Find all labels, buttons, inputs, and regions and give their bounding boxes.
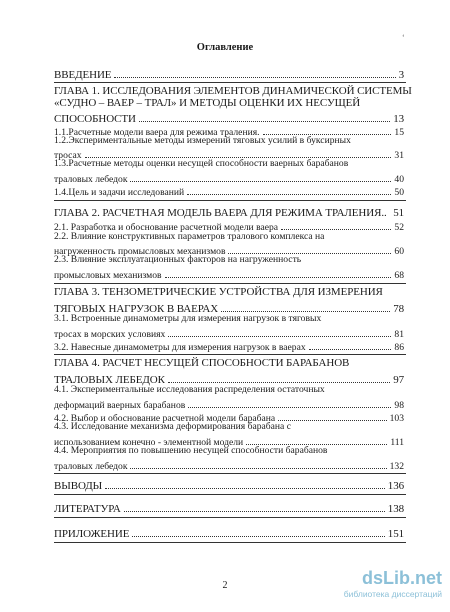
toc-entry-intro[interactable]: ВВЕДЕНИЕ 3 (54, 66, 404, 81)
watermark-logo[interactable] (330, 568, 442, 602)
leader-dots (130, 170, 391, 182)
leader-dots (278, 409, 386, 421)
leader-dots (221, 300, 390, 312)
toc-chapter-3[interactable]: ТЯГОВЫХ НАГРУЗОК В ВАЕРАХ 78 (54, 300, 404, 315)
toc-entry-appendix[interactable]: ПРИЛОЖЕНИЕ 151 (54, 525, 404, 540)
toc-title: Оглавление (196, 42, 254, 53)
toc-section-1-3[interactable]: траловых лебедок 40 (54, 170, 404, 185)
leader-dots (309, 338, 392, 350)
watermark-brand: dsLib.net (362, 568, 442, 588)
toc-section-1-1[interactable]: 1.1.Расчетные модели ваера для режима траления. 15 (54, 123, 404, 138)
toc-section-1-3-line-1[interactable]: 1.3.Расчетные методы оценки несущей способности ваерных барабанов (54, 158, 349, 169)
page-number: 2 (222, 580, 228, 591)
toc-section-4-4-line-1[interactable]: 4.4. Мероприятия по повышению несущей способности барабанов (54, 445, 328, 456)
toc-entry-literature[interactable]: ЛИТЕРАТУРА 138 (54, 500, 404, 515)
leader-dots (168, 371, 390, 383)
toc-section-2-2[interactable]: нагруженность промысловых механизмов 60 (54, 242, 404, 257)
toc-section-4-2[interactable]: 4.2. Выбор и обоснование расчетной модели барабана 103 (54, 409, 404, 424)
toc-entry-conclusions[interactable]: ВЫВОДЫ 136 (54, 477, 404, 492)
leader-dots (263, 123, 392, 135)
divider (54, 517, 406, 518)
leader-dots (281, 218, 391, 230)
leader-dots (228, 242, 391, 254)
leader-dots (168, 325, 391, 337)
leader-dots (85, 146, 392, 158)
toc-section-2-3-line-1[interactable]: 2.3. Влияние эксплуатационных факторов на нагруженность (54, 254, 302, 265)
leader-dots (132, 525, 384, 537)
toc-chapter-4[interactable]: ТРАЛОВЫХ ЛЕБЕДОК 97 (54, 371, 404, 386)
toc-chapter-3-line-1[interactable]: ГЛАВА 3. ТЕНЗОМЕТРИЧЕСКИЕ УСТРОЙСТВА ДЛЯ ИЗМЕРЕНИЯ (54, 286, 383, 298)
toc-section-2-2-line-1[interactable]: 2.2. Влияние конструктивных параметров тралового комплекса на (54, 231, 325, 242)
leader-dots (105, 477, 385, 489)
leader-dots (246, 433, 387, 445)
toc-section-2-1[interactable]: 2.1. Разработка и обоснование расчетной модели ваера 52 (54, 218, 404, 233)
leader-dots (165, 266, 392, 278)
divider (54, 542, 406, 543)
toc-section-3-1-line-1[interactable]: 3.1. Встроенные динамометры для измерения нагрузок в тяговых (54, 313, 322, 324)
toc-section-4-1-line-1[interactable]: 4.1. Экспериментальные исследования распределения остаточных (54, 384, 325, 395)
watermark-tagline: библиотека диссертаций (343, 589, 442, 599)
toc-chapter-4-line-1[interactable]: ГЛАВА 4. РАСЧЕТ НЕСУЩЕЙ СПОСОБНОСТИ БАРАБАНОВ (54, 357, 350, 369)
toc-section-4-3[interactable]: использованием конечно - элементной модели 111 (54, 433, 404, 448)
toc-section-3-1[interactable]: тросах в морских условиях 81 (54, 325, 404, 340)
divider (54, 200, 406, 201)
toc-section-1-2-line-1[interactable]: 1.2.Экспериментальные методы измерений тяговых усилий в буксирных (54, 135, 351, 146)
toc-section-1-4[interactable]: 1.4.Цель и задачи исследований 50 (54, 183, 404, 198)
leader-dots (124, 500, 385, 512)
leader-dots (390, 205, 391, 216)
toc-chapter-1-line-2[interactable]: «СУДНО – ВАЕР – ТРАЛ» И МЕТОДЫ ОЦЕНКИ ИХ НЕСУЩЕЙ (54, 97, 361, 109)
leader-dots (114, 66, 395, 78)
scan-mark: ‘ (402, 33, 405, 42)
toc-chapter-1[interactable]: СПОСОБНОСТИ 13 (54, 110, 404, 125)
toc-section-4-1[interactable]: деформаций ваерных барабанов 98 (54, 396, 404, 411)
leader-dots (130, 457, 386, 469)
toc-chapter-1-line-1[interactable]: ГЛАВА 1. ИССЛЕДОВАНИЯ ЭЛЕМЕНТОВ ДИНАМИЧЕСКОЙ СИСТЕМЫ (54, 85, 412, 97)
toc-section-4-4[interactable]: траловых лебедок 132 (54, 457, 404, 472)
toc-section-2-3[interactable]: промысловых механизмов 68 (54, 266, 404, 281)
divider (54, 82, 406, 83)
leader-dots (187, 183, 391, 195)
divider (54, 283, 406, 284)
divider (54, 494, 406, 495)
toc-section-1-2[interactable]: тросах 31 (54, 146, 404, 161)
divider (54, 473, 406, 474)
toc-section-4-3-line-1[interactable]: 4.3. Исследование механизма деформирования барабана с (54, 421, 291, 432)
toc-section-3-2[interactable]: 3.2. Навесные динамометры для измерения нагрузок в ваерах 86 (54, 338, 404, 353)
leader-dots (188, 396, 391, 408)
leader-dots (139, 110, 390, 122)
toc-chapter-2[interactable]: ГЛАВА 2. РАСЧЕТНАЯ МОДЕЛЬ ВАЕРА ДЛЯ РЕЖИМА ТРАЛЕНИЯ.. 51 (54, 207, 404, 219)
divider (54, 354, 406, 355)
